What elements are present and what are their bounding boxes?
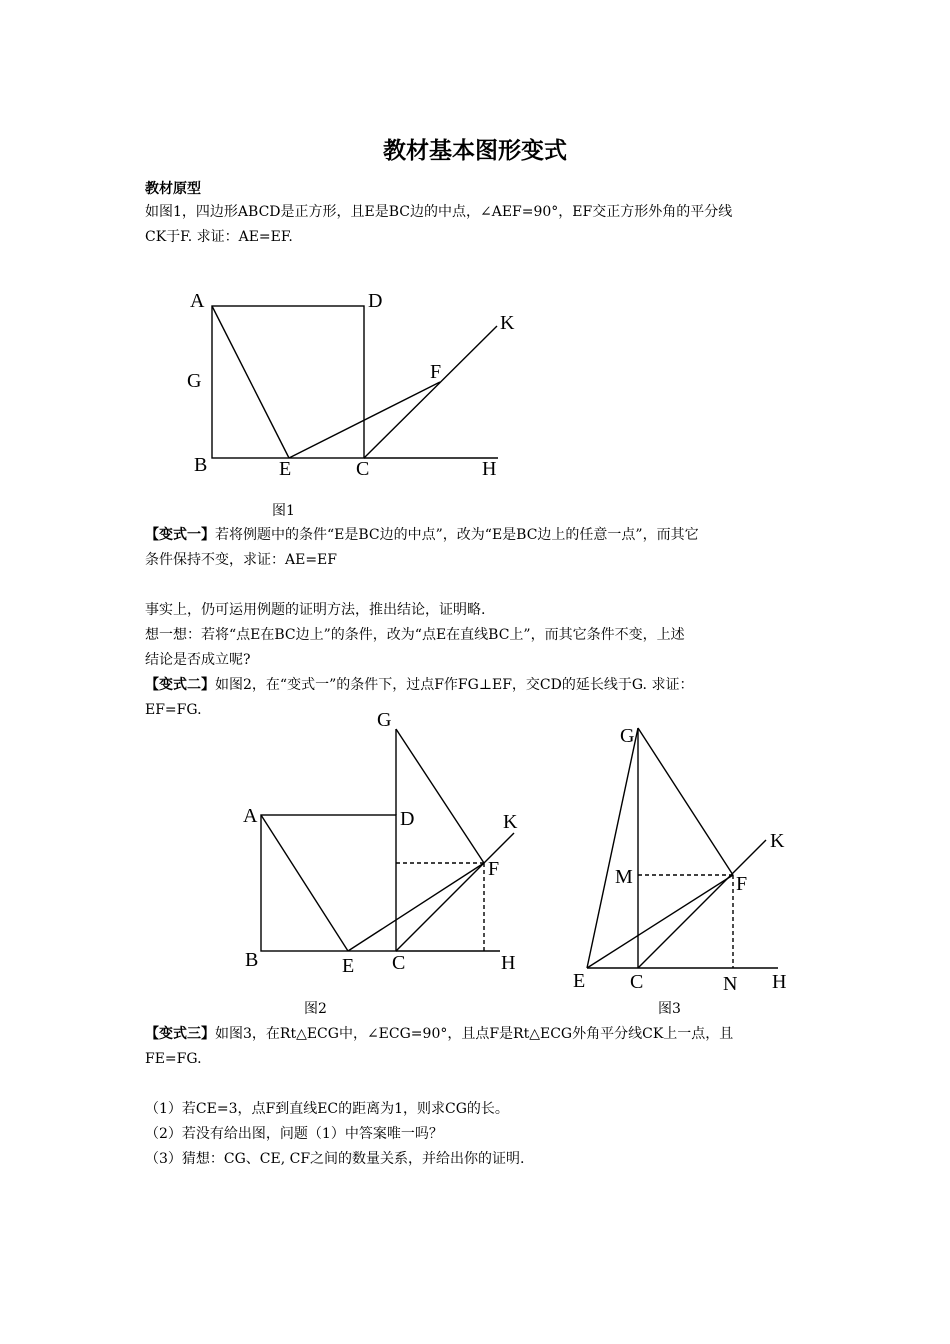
fig3-segment-eg [587,728,638,968]
fig2-segment-ae [261,815,348,951]
fig2-label-g: G [377,709,392,731]
fig3-label-k: K [770,830,785,852]
fig1-label-e: E [279,458,292,480]
page-title: 教材基本图形变式 [383,138,567,164]
variant2-line-2: EF=FG. [145,702,202,718]
figure-3 [587,728,778,968]
variant1-line-2: 条件保持不变，求证：AE=EF [145,552,337,568]
intro-line-1: 如图1，四边形ABCD是正方形，且E是BC边的中点，∠AEF=90°，EF交正方形外角的平分线 [145,204,733,220]
fig2-caption: 图2 [304,1001,327,1017]
fig2-label-d: D [400,808,415,830]
fig2-segment-ef [348,863,484,951]
fig3-label-e: E [573,970,586,992]
variant3-line-1 [145,1024,733,1044]
fig3-label-g: G [620,725,635,747]
fig2-label-k: K [503,811,518,833]
fig1-label-g: G [187,370,202,392]
fig2-label-f: F [488,858,500,880]
intro-line-2: CK于F. 求证：AE=EF. [145,229,293,245]
fig2-label-c: C [392,952,406,974]
fig3-bisector-ck [638,840,766,968]
fig3-label-m: M [615,866,633,888]
remark-line-1: 事实上，仍可运用例题的证明方法，推出结论，证明略. [145,602,486,618]
fig1-label-a: A [190,290,205,312]
variant1-text: 若将例题中的条件“E是BC边的中点”，改为“E是BC边上的任意一点”，而其它 [215,527,699,543]
fig1-label-h: H [482,458,497,480]
fig3-label-f: F [736,873,748,895]
fig2-segment-gf [396,729,484,863]
question-2: （2）若没有给出图，问题（1）中答案唯一吗？ [145,1126,443,1142]
figure-2 [261,729,514,951]
fig3-segment-gf [638,728,733,875]
fig3-label-h: H [772,971,787,993]
fig2-label-e: E [342,955,355,977]
fig1-label-c: C [356,458,370,480]
fig1-label-f: F [430,361,442,383]
variant1-tag: 【变式一】 [145,527,215,543]
fig2-square-abcd [261,815,396,951]
question-3: （3）猜想：CG、CE, CF之间的数量关系，并给出你的证明. [145,1151,525,1167]
fig2-label-b: B [245,949,259,971]
fig1-label-b: B [194,454,208,476]
fig3-caption: 图3 [658,1001,681,1017]
fig2-label-h: H [501,952,516,974]
variant2-text: 如图2，在“变式一”的条件下，过点F作FG⊥EF，交CD的延长线于G. 求证： [215,677,694,693]
fig3-label-n: N [723,973,738,995]
fig1-label-k: K [500,312,515,334]
remark-line-2: 想一想：若将“点E在BC边上”的条件，改为“点E在直线BC上”，而其它条件不变，上述 [145,627,685,643]
fig3-segment-ef [587,875,733,968]
section-heading: 教材原型 [145,181,201,197]
fig2-label-a: A [243,805,258,827]
fig2-bisector-ck [396,833,514,951]
question-1: （1）若CE=3，点F到直线EC的距离为1，则求CG的长。 [145,1101,509,1117]
variant2-tag: 【变式二】 [145,677,215,693]
variant3-line-2: FE=FG. [145,1051,202,1067]
fig3-label-c: C [630,971,644,993]
variant3-text: 如图3，在Rt△ECG中，∠ECG=90°，且点F是Rt△ECG外角平分线CK上一点，且 [215,1026,734,1042]
remark-line-3: 结论是否成立呢? [145,652,251,668]
variant3-tag: 【变式三】 [145,1026,215,1042]
fig1-caption: 图1 [272,503,295,519]
fig1-label-d: D [368,290,383,312]
